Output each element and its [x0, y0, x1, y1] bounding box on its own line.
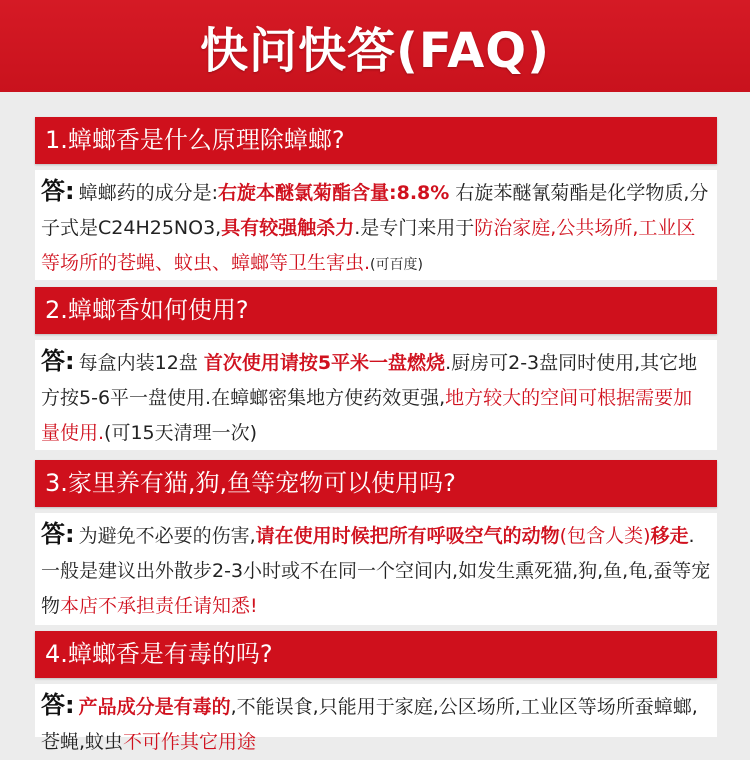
- faq-header: [0, 0, 750, 92]
- answer-highlight: 产品成分是有毒的: [78, 696, 231, 718]
- answer-label: 答:: [41, 520, 75, 548]
- answer-text: 每盒内装12盘: [78, 352, 204, 374]
- faq-question-1: [35, 117, 717, 164]
- answer-highlight: 移走: [650, 525, 689, 547]
- faq-answer-2: [35, 340, 717, 450]
- answer-note: (可百度): [370, 257, 423, 273]
- answer-text: 为避免不必要的伤害,: [78, 525, 256, 547]
- answer-label: 答:: [41, 691, 75, 719]
- answer-highlight: 本店不承担责任请知悉!: [60, 595, 258, 617]
- faq-question-4: [35, 631, 717, 678]
- answer-label: 答:: [41, 347, 75, 375]
- answer-highlight: 防治家庭,公共场所,工业区等场所的苍蝇、蚊虫、蟑螂等卫生害虫.: [41, 217, 696, 274]
- answer-highlight: (包含人类): [559, 525, 651, 547]
- answer-highlight: 不可作其它用途: [123, 731, 257, 753]
- answer-highlight: 地方较大的空间可根据需要加量使用.: [41, 387, 693, 444]
- answer-highlight: 请在使用时候把所有呼吸空气的动物: [255, 525, 560, 547]
- question-text: 2.蟑螂香如何使用?: [45, 296, 249, 324]
- answer-text: .是专门来用于: [354, 217, 475, 239]
- answer-label: 答:: [41, 177, 75, 205]
- faq-question-3: [35, 460, 717, 507]
- faq-answer-4: [35, 684, 717, 753]
- question-text: 4.蟑螂香是有毒的吗?: [45, 640, 273, 668]
- answer-text: .一般是建议出外散步2-3小时或不在同一个空间内,如发生熏死猫,狗,鱼,龟,蚕等宠物: [41, 525, 711, 617]
- question-text: 3.家里养有猫,狗,鱼等宠物可以使用吗?: [45, 469, 456, 497]
- answer-highlight: 具有较强触杀力: [221, 217, 355, 239]
- answer-text: 右旋苯醚氰菊酯是化学物质,分子式是C24H25NO3,: [41, 182, 709, 239]
- answer-text: 蟑螂药的成分是:: [78, 182, 219, 204]
- answer-highlight: 右旋本醚氯菊酯含量:8.8%: [218, 182, 450, 204]
- answer-highlight: 首次使用请按5平米一盘燃烧: [203, 352, 446, 374]
- question-text: 1.蟑螂香是什么原理除蟑螂?: [45, 126, 345, 154]
- answer-text: ,不能误食,只能用于家庭,公区场所,工业区等场所蚕蟑螂,苍蝇,蚊虫: [41, 696, 698, 753]
- faq-answer-1: [35, 170, 717, 280]
- page-title: 快问快答(FAQ): [199, 22, 551, 79]
- answer-note: (可15天清理一次): [104, 422, 258, 444]
- faq-question-2: [35, 287, 717, 334]
- answer-text: .厨房可2-3盘同时使用,其它地方按5-6平一盘使用.在蟑螂密集地方使药效更强,: [41, 352, 698, 409]
- faq-answer-3: [35, 513, 717, 625]
